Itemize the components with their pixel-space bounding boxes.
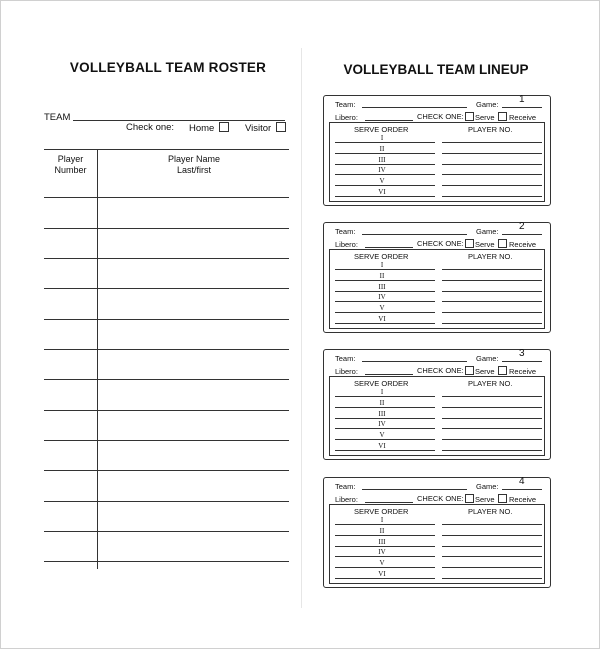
lineup-serve-label: Serve <box>475 240 495 249</box>
roster-visitor-label: Visitor <box>245 123 272 134</box>
roster-home-checkbox[interactable] <box>219 122 229 132</box>
serve-row <box>330 166 544 177</box>
serve-row <box>330 177 544 188</box>
serve-row <box>330 570 544 581</box>
serve-row <box>330 399 544 410</box>
roster-home-label: Home <box>189 123 215 134</box>
lineup-serve-table <box>329 249 545 329</box>
serve-row <box>330 156 544 167</box>
player-no-field[interactable] <box>442 556 542 557</box>
player-no-field[interactable] <box>442 142 542 143</box>
serve-order-number: VI <box>378 315 386 323</box>
lineup-game-number: 3 <box>519 348 525 359</box>
lineup-libero-field[interactable] <box>365 247 413 248</box>
lineup-game-number: 4 <box>519 476 525 487</box>
lineup-team-label: Team: <box>335 227 356 236</box>
lineup-game-field[interactable] <box>502 361 542 362</box>
lineup-libero-field[interactable] <box>365 374 413 375</box>
player-no-field[interactable] <box>442 546 542 547</box>
serve-row <box>330 442 544 453</box>
serve-order-number: II <box>379 144 385 153</box>
serve-row <box>330 410 544 421</box>
serve-order-field[interactable] <box>335 185 435 186</box>
lineup-serve-checkbox[interactable] <box>465 366 474 375</box>
player-no-field[interactable] <box>442 407 542 408</box>
serve-order-field[interactable] <box>335 450 435 451</box>
lineup-game-number: 1 <box>519 94 525 105</box>
lineup-team-field[interactable] <box>362 234 467 235</box>
lineup-libero-label: Libero: <box>335 495 358 504</box>
serve-row <box>330 261 544 272</box>
lineup-check-one-label: CHECK ONE: <box>417 494 464 503</box>
roster-row-line[interactable] <box>44 379 289 380</box>
serve-order-field[interactable] <box>335 407 435 408</box>
serve-order-header: SERVE ORDER <box>354 379 409 388</box>
serve-order-field[interactable] <box>335 153 435 154</box>
player-no-field[interactable] <box>442 323 542 324</box>
lineup-receive-checkbox[interactable] <box>498 494 507 503</box>
lineup-serve-table <box>329 122 545 202</box>
serve-order-number: I <box>380 261 384 269</box>
player-no-field[interactable] <box>442 439 542 440</box>
lineup-card <box>323 222 551 333</box>
serve-order-field[interactable] <box>335 428 435 429</box>
player-no-field[interactable] <box>442 185 542 186</box>
player-no-field[interactable] <box>442 269 542 270</box>
serve-order-field[interactable] <box>335 578 435 579</box>
roster-team-label: TEAM <box>44 112 71 123</box>
lineup-card <box>323 349 551 460</box>
serve-order-number: I <box>380 516 384 524</box>
serve-order-field[interactable] <box>335 524 435 525</box>
lineup-serve-label: Serve <box>475 113 495 122</box>
serve-row <box>330 559 544 570</box>
serve-order-number: III <box>378 537 386 546</box>
serve-row <box>330 283 544 294</box>
lineup-game-label: Game: <box>476 227 499 236</box>
roster-row-line[interactable] <box>44 228 289 229</box>
lineup-receive-checkbox[interactable] <box>498 366 507 375</box>
serve-order-field[interactable] <box>335 556 435 557</box>
serve-row <box>330 548 544 559</box>
roster-row-line[interactable] <box>44 440 289 441</box>
serve-row <box>330 420 544 431</box>
player-no-field[interactable] <box>442 418 542 419</box>
serve-order-number: V <box>379 304 385 313</box>
page-fold-divider <box>301 48 302 608</box>
serve-order-header: SERVE ORDER <box>354 125 409 134</box>
serve-order-number: II <box>379 526 385 535</box>
roster-row-line[interactable] <box>44 288 289 289</box>
lineup-card <box>323 477 551 588</box>
roster-column-divider <box>97 149 98 569</box>
serve-order-number: VI <box>378 188 386 196</box>
lineup-receive-label: Receive <box>509 113 537 122</box>
player-no-field[interactable] <box>442 450 542 451</box>
serve-order-number: I <box>380 388 384 396</box>
serve-row <box>330 134 544 145</box>
roster-team-field[interactable] <box>73 120 285 121</box>
roster-row-line[interactable] <box>44 349 289 350</box>
player-no-header: PLAYER NO. <box>468 379 513 388</box>
serve-order-field[interactable] <box>335 535 435 536</box>
player-no-field[interactable] <box>442 578 542 579</box>
player-no-header: PLAYER NO. <box>468 125 513 134</box>
serve-order-number: VI <box>378 442 386 450</box>
lineup-receive-checkbox[interactable] <box>498 239 507 248</box>
lineup-check-one-label: CHECK ONE: <box>417 366 464 375</box>
serve-order-field[interactable] <box>335 291 435 292</box>
serve-row <box>330 315 544 326</box>
player-no-field[interactable] <box>442 535 542 536</box>
player-no-field[interactable] <box>442 174 542 175</box>
lineup-game-field[interactable] <box>502 489 542 490</box>
lineup-game-field[interactable] <box>502 107 542 108</box>
serve-order-number: III <box>378 155 386 164</box>
lineup-libero-field[interactable] <box>365 120 413 121</box>
serve-order-number: V <box>379 559 385 568</box>
player-no-field[interactable] <box>442 153 542 154</box>
roster-row-line[interactable] <box>44 501 289 502</box>
serve-row <box>330 145 544 156</box>
lineup-check-one-label: CHECK ONE: <box>417 112 464 121</box>
roster-col-player-number: Player Number <box>54 154 87 175</box>
serve-order-header: SERVE ORDER <box>354 507 409 516</box>
lineup-game-number: 2 <box>519 221 525 232</box>
player-no-field[interactable] <box>442 567 542 568</box>
player-no-header: PLAYER NO. <box>468 252 513 261</box>
serve-order-field[interactable] <box>335 567 435 568</box>
serve-order-number: V <box>379 431 385 440</box>
serve-row <box>330 431 544 442</box>
serve-order-field[interactable] <box>335 142 435 143</box>
serve-row <box>330 527 544 538</box>
serve-row <box>330 388 544 399</box>
roster-row-line[interactable] <box>44 561 289 562</box>
roster-row-line[interactable] <box>44 319 289 320</box>
serve-order-field[interactable] <box>335 174 435 175</box>
serve-order-field[interactable] <box>335 269 435 270</box>
roster-home-option[interactable] <box>189 122 229 134</box>
player-no-field[interactable] <box>442 396 542 397</box>
lineup-game-label: Game: <box>476 100 499 109</box>
serve-row <box>330 272 544 283</box>
roster-row-line[interactable] <box>44 197 289 198</box>
roster-check-one-label: Check one: <box>126 122 175 133</box>
lineup-game-field[interactable] <box>502 234 542 235</box>
serve-order-field[interactable] <box>335 546 435 547</box>
roster-row-line[interactable] <box>44 531 289 532</box>
serve-row <box>330 293 544 304</box>
lineup-serve-table <box>329 376 545 456</box>
serve-order-number: VI <box>378 570 386 578</box>
lineup-team-label: Team: <box>335 354 356 363</box>
roster-title: VOLLEYBALL TEAM ROSTER <box>69 60 267 75</box>
lineup-team-field[interactable] <box>362 107 467 108</box>
lineup-card <box>323 95 551 206</box>
lineup-game-label: Game: <box>476 482 499 491</box>
serve-order-number: V <box>379 177 385 186</box>
serve-row <box>330 516 544 527</box>
player-no-field[interactable] <box>442 164 542 165</box>
serve-order-number: I <box>380 134 384 142</box>
player-no-field[interactable] <box>442 196 542 197</box>
serve-order-field[interactable] <box>335 418 435 419</box>
serve-order-field[interactable] <box>335 312 435 313</box>
lineup-receive-checkbox[interactable] <box>498 112 507 121</box>
player-no-field[interactable] <box>442 280 542 281</box>
lineup-serve-checkbox[interactable] <box>465 239 474 248</box>
roster-row-line[interactable] <box>44 470 289 471</box>
lineup-libero-label: Libero: <box>335 240 358 249</box>
serve-order-field[interactable] <box>335 164 435 165</box>
lineup-receive-label: Receive <box>509 495 537 504</box>
lineup-serve-label: Serve <box>475 495 495 504</box>
serve-row <box>330 304 544 315</box>
roster-visitor-checkbox[interactable] <box>276 122 286 132</box>
lineup-team-label: Team: <box>335 100 356 109</box>
serve-order-number: IV <box>378 548 386 557</box>
serve-order-field[interactable] <box>335 301 435 302</box>
serve-order-field[interactable] <box>335 280 435 281</box>
serve-order-field[interactable] <box>335 396 435 397</box>
serve-order-number: II <box>379 271 385 280</box>
player-no-field[interactable] <box>442 301 542 302</box>
player-no-header: PLAYER NO. <box>468 507 513 516</box>
player-no-field[interactable] <box>442 524 542 525</box>
serve-order-field[interactable] <box>335 323 435 324</box>
roster-row-line[interactable] <box>44 258 289 259</box>
player-no-field[interactable] <box>442 291 542 292</box>
serve-order-field[interactable] <box>335 439 435 440</box>
serve-order-number: IV <box>378 293 386 302</box>
player-no-field[interactable] <box>442 428 542 429</box>
lineup-team-label: Team: <box>335 482 356 491</box>
lineup-game-label: Game: <box>476 354 499 363</box>
serve-order-number: IV <box>378 420 386 429</box>
lineup-libero-label: Libero: <box>335 367 358 376</box>
roster-header-line <box>44 149 289 150</box>
lineup-serve-checkbox[interactable] <box>465 494 474 503</box>
serve-order-number: II <box>379 398 385 407</box>
lineup-serve-checkbox[interactable] <box>465 112 474 121</box>
lineup-receive-label: Receive <box>509 367 537 376</box>
player-no-field[interactable] <box>442 312 542 313</box>
lineup-receive-label: Receive <box>509 240 537 249</box>
serve-order-number: IV <box>378 166 386 175</box>
serve-row <box>330 188 544 199</box>
lineup-serve-label: Serve <box>475 367 495 376</box>
lineup-team-field[interactable] <box>362 361 467 362</box>
serve-order-field[interactable] <box>335 196 435 197</box>
lineup-libero-label: Libero: <box>335 113 358 122</box>
serve-row <box>330 538 544 549</box>
lineup-check-one-label: CHECK ONE: <box>417 239 464 248</box>
serve-order-number: III <box>378 409 386 418</box>
lineup-title: VOLLEYBALL TEAM LINEUP <box>343 62 529 77</box>
lineup-libero-field[interactable] <box>365 502 413 503</box>
roster-visitor-option[interactable] <box>245 122 286 134</box>
roster-col-player-name: Player Name Last/first <box>167 154 221 175</box>
roster-row-line[interactable] <box>44 410 289 411</box>
lineup-team-field[interactable] <box>362 489 467 490</box>
serve-order-number: III <box>378 282 386 291</box>
lineup-serve-table <box>329 504 545 584</box>
serve-order-header: SERVE ORDER <box>354 252 409 261</box>
